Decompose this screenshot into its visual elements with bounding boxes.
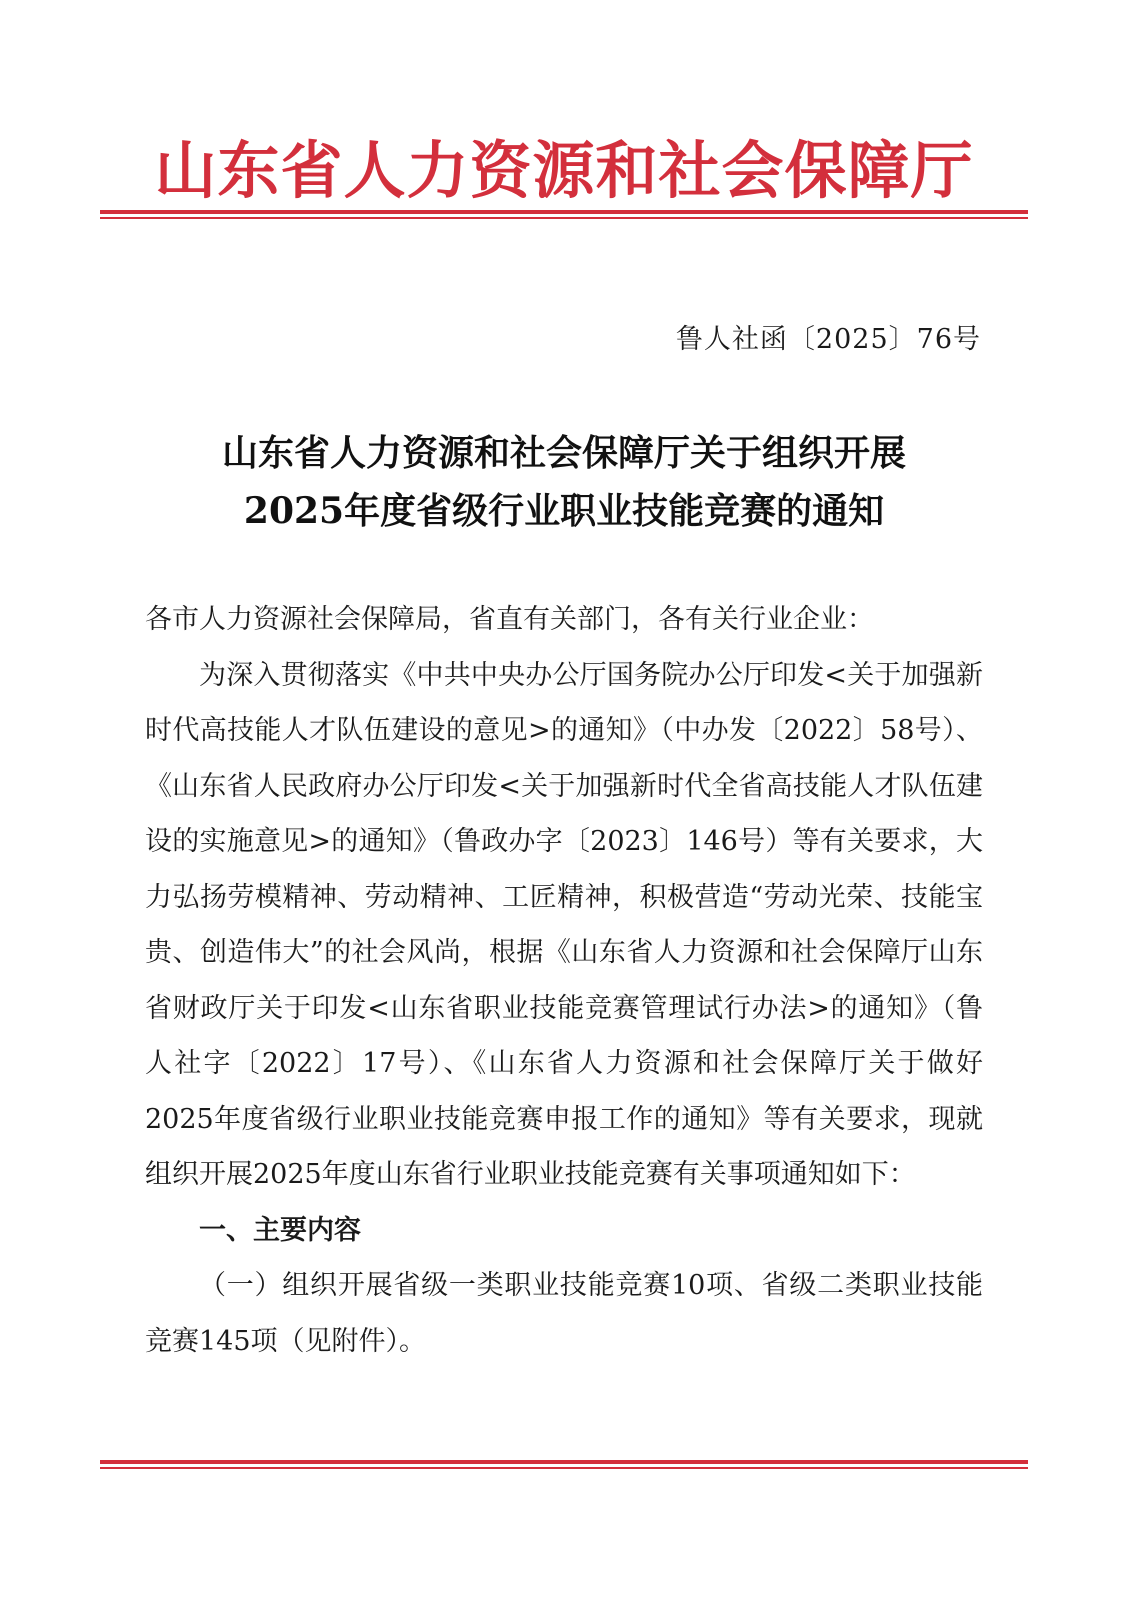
masthead-divider — [100, 210, 1028, 219]
document-title — [100, 424, 1028, 540]
document-number: 鲁人社函〔2025〕76号 — [675, 324, 981, 355]
section-heading-main-content: 一、主要内容 — [199, 1214, 361, 1246]
document-title-line-2: 2025年度省级行业职业技能竞赛的通知 — [243, 490, 885, 532]
document-title-line-1: 山东省人力资源和社会保障厅关于组织开展 — [221, 432, 906, 474]
intro-paragraph: 为深入贯彻落实《中共中央办公厅国务院办公厅印发<关于加强新时代高技能人才队伍建设的意见>的通知》（中办发〔2022〕58号）、《山东省人民政府办公厅印发<关于加强新时代全省高技能人才队伍建设的实施意见>的通知》（鲁政办字〔2023〕146号）等有关要求，大力弘扬劳模精神、劳动精神、工匠精神，积极营造“劳动光荣、技能宝贵、创造伟大”的社会风尚，根据《山东省人力资源和社会保障厅山东省财政厅关于印发<山东省职业技能竞赛管理试行办法>的通知》（鲁人社字〔2022〕17号）、《山东省人力资源和社会保障厅关于做好2025年度省级行业职业技能竞赛申报工作的通知》等有关要求，现就组织开展2025年度山东省行业职业技能竞赛有关事项通知如下： — [145, 659, 983, 1190]
masthead-title: 山东省人力资源和社会保障厅 — [154, 134, 974, 207]
item-paragraph-1: （一）组织开展省级一类职业技能竞赛10项、省级二类职业技能竞赛145项（见附件）。 — [145, 1270, 983, 1357]
document-body — [145, 592, 983, 1369]
footer-divider — [100, 1460, 1028, 1469]
salutation: 各市人力资源社会保障局，省直有关部门，各有关行业企业： — [145, 604, 874, 635]
